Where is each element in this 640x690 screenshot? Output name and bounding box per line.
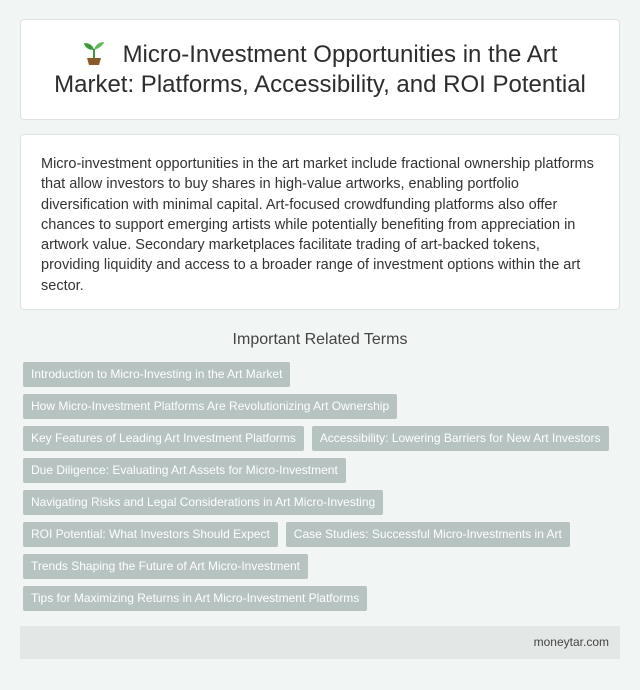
related-term-tag[interactable]: Tips for Maximizing Returns in Art Micro-Investment Platforms <box>23 586 367 611</box>
footer <box>20 626 620 659</box>
related-term-tag[interactable]: Introduction to Micro-Investing in the Art Market <box>23 362 290 387</box>
related-terms-heading: Important Related Terms <box>232 331 408 348</box>
tag-row <box>20 522 620 554</box>
title-card <box>20 19 620 120</box>
page-title-text: Micro-Investment Opportunities in the Art Market: Platforms, Accessibility, and ROI Potential <box>54 40 586 98</box>
tag-row <box>20 458 620 490</box>
related-term-tag[interactable]: Navigating Risks and Legal Considerations in Art Micro-Investing <box>23 490 383 515</box>
tag-row <box>20 586 620 618</box>
related-term-tag[interactable]: Case Studies: Successful Micro-Investments in Art <box>286 522 570 547</box>
related-term-tag[interactable]: Trends Shaping the Future of Art Micro-Investment <box>23 554 308 579</box>
summary-text: Micro-investment opportunities in the art market include fractional ownership platforms that allow investors to buy shares in high-value artworks, enabling portfolio diversification with minimal capital. Art-focused crowdfunding platforms also offer chances to support emerging artists while potentially benefiting from appreciation in artwork value. Secondary marketplaces facilitate trading of art-backed tokens, providing liquidity and access to a broader range of investment options within the art sector. <box>41 156 594 294</box>
tag-row <box>20 362 620 394</box>
related-term-tag[interactable]: ROI Potential: What Investors Should Expect <box>23 522 278 547</box>
page-title <box>45 40 595 100</box>
footer-site-link[interactable]: moneytar.com <box>533 635 609 649</box>
related-terms-list <box>20 362 620 618</box>
summary-card <box>20 134 620 310</box>
related-term-tag[interactable]: Accessibility: Lowering Barriers for New Art Investors <box>312 426 609 451</box>
tag-row <box>20 394 620 426</box>
related-term-tag[interactable]: Due Diligence: Evaluating Art Assets for Micro-Investment <box>23 458 346 483</box>
tag-row <box>20 426 620 458</box>
related-term-tag[interactable]: Key Features of Leading Art Investment Platforms <box>23 426 304 451</box>
tag-row <box>20 490 620 522</box>
tag-row <box>20 554 620 586</box>
sprout-icon <box>83 41 105 65</box>
related-term-tag[interactable]: How Micro-Investment Platforms Are Revolutionizing Art Ownership <box>23 394 397 419</box>
